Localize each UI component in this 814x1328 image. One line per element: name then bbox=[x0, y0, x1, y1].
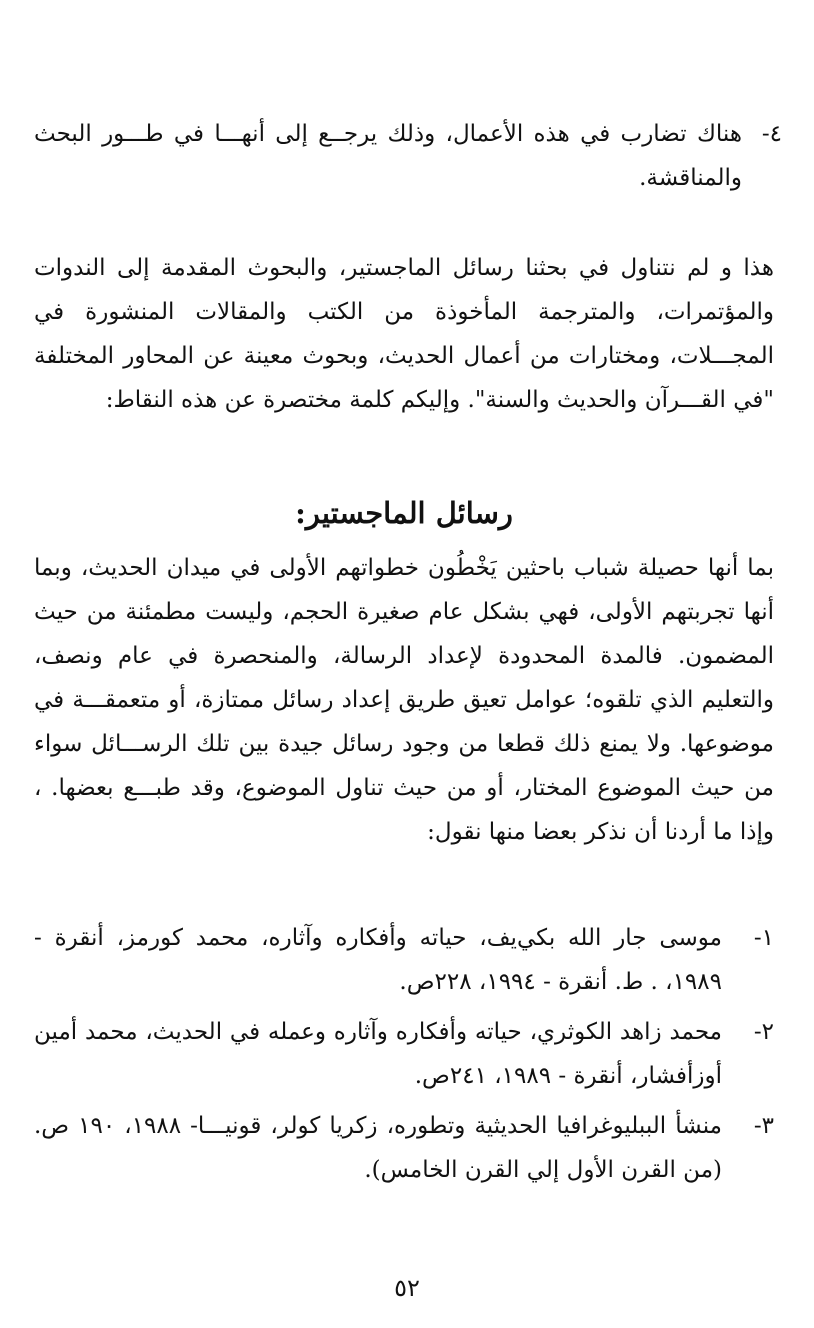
point-4-number: ٤- bbox=[761, 121, 782, 147]
list-item-number: ٣- bbox=[753, 1113, 774, 1139]
list-item-number: ١- bbox=[753, 925, 774, 951]
point-4-text: هناك تضارب في هذه الأعمال، وذلك يرجــع إلى أنهـــا في طـــور البحث والمناقشة. bbox=[34, 121, 742, 191]
page-number: ٥٢ bbox=[394, 1274, 420, 1302]
point-4-paragraph bbox=[34, 112, 782, 200]
reference-list bbox=[34, 916, 774, 1198]
list-item-text: موسى جار الله بكي‌يف، حياته وأفكاره وآثاره، محمد كورمز، أنقرة - ١٩٨٩، . ط. أنقرة - ١٩٩٤، ٢٢٨ص. bbox=[34, 925, 722, 995]
section-heading: رسائل الماجستير: bbox=[295, 496, 513, 530]
list-item-text: محمد زاهد الكوثري، حياته وأفكاره وآثاره وعمله في الحديث، محمد أمين أوزأفشار، أنقرة - ١٩٨٩، ٢٤١ص. bbox=[34, 1019, 722, 1089]
list-item bbox=[34, 916, 774, 1004]
list-item-number: ٢- bbox=[753, 1019, 774, 1045]
list-item bbox=[34, 1010, 774, 1098]
list-item bbox=[34, 1104, 774, 1192]
list-item-text: منشأ الببليوغرافيا الحديثية وتطوره، زكريا كولر، قونيـــا- ١٩٨٨، ١٩٠ ص. (من القرن الأول إلي القرن الخامس). bbox=[34, 1113, 722, 1183]
section-paragraph: بما أنها حصيلة شباب باحثين يَخْطُون خطواتهم الأولى في ميدان الحديث، وبما أنها تجربتهم الأولى، فهي بشكل عام صغيرة الحجم، وليست مطمئنة من حيث المضمون. فالمدة المحدودة لإعداد الرسالة، والمنحصرة في عام ونصف، والتعليم الذي تلقوه؛ عوامل تعيق طريق إعداد رسائل ممتازة، أو متعمقـــة في موضوعها. ولا يمنع ذلك قطعا من وجود رسائل جيدة بين تلك الرســـائل سواء من حيث الموضوع المختار، أو من حيث تناول الموضوع، وقد طبـــع بعضها. ، وإذا ما أردنا أن نذكر بعضا منها نقول: bbox=[34, 555, 774, 845]
intro-paragraph: هذا و لم نتناول في بحثنا رسائل الماجستير، والبحوث المقدمة إلى الندوات والمؤتمرات، والمترجمة المأخوذة من الكتب والمقالات المنشورة في المجـــلات، ومختارات من أعمال الحديث، وبحوث معينة عن المحاور المختلفة "في القـــرآن والحديث والسنة". وإليكم كلمة مختصرة عن هذه النقاط: bbox=[34, 255, 774, 413]
